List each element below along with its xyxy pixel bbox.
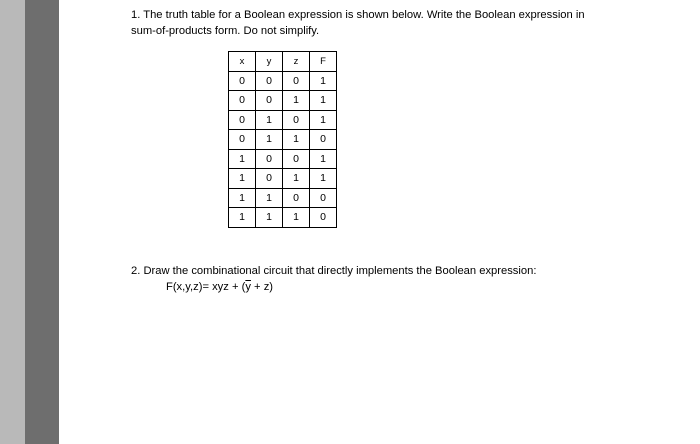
expression-y-bar: $\overline{y}$ <box>245 281 251 293</box>
cell-f: 1 <box>310 149 337 169</box>
expression-suffix: + z) <box>250 281 274 293</box>
table-row <box>229 91 337 111</box>
cell-x: 1 <box>229 188 256 208</box>
cell-z: 0 <box>283 71 310 91</box>
cell-y: 0 <box>256 91 283 111</box>
cell-f: 1 <box>310 71 337 91</box>
cell-f: 0 <box>310 208 337 228</box>
cell-z: 1 <box>283 130 310 150</box>
cell-x: 0 <box>229 110 256 130</box>
cell-z: 1 <box>283 169 310 189</box>
header-x: x <box>229 52 256 72</box>
header-y: y <box>256 52 283 72</box>
cell-y: 0 <box>256 169 283 189</box>
table-row <box>229 188 337 208</box>
cell-f: 1 <box>310 91 337 111</box>
cell-z: 1 <box>283 208 310 228</box>
left-margin-bar <box>0 0 59 444</box>
cell-y: 0 <box>256 71 283 91</box>
cell-y: 1 <box>256 208 283 228</box>
cell-f: 0 <box>310 130 337 150</box>
table-row <box>229 130 337 150</box>
table-row <box>229 110 337 130</box>
cell-y: 1 <box>256 188 283 208</box>
table-row <box>229 149 337 169</box>
cell-f: 1 <box>310 169 337 189</box>
cell-z: 0 <box>283 149 310 169</box>
table-row <box>229 208 337 228</box>
cell-x: 1 <box>229 169 256 189</box>
header-f: F <box>310 52 337 72</box>
truth-table <box>228 51 337 228</box>
question-1-text: 1. The truth table for a Boolean expression is shown below. Write the Boolean expression in sum-of-products form. Do not simplify. <box>131 9 585 37</box>
cell-y: 1 <box>256 110 283 130</box>
table-row <box>229 71 337 91</box>
table-row <box>229 169 337 189</box>
cell-z: 0 <box>283 188 310 208</box>
header-z: z <box>283 52 310 72</box>
cell-f: 1 <box>310 110 337 130</box>
cell-y: 1 <box>256 130 283 150</box>
cell-z: 1 <box>283 91 310 111</box>
cell-z: 0 <box>283 110 310 130</box>
cell-f: 0 <box>310 188 337 208</box>
truth-table-header-row <box>229 52 337 72</box>
cell-x: 1 <box>229 149 256 169</box>
cell-x: 0 <box>229 91 256 111</box>
cell-x: 0 <box>229 71 256 91</box>
left-margin-bar-dark <box>25 0 59 444</box>
cell-x: 0 <box>229 130 256 150</box>
cell-x: 1 <box>229 208 256 228</box>
expression-prefix: F(x,y,z)= xyz + ( <box>166 281 246 293</box>
boolean-expression <box>166 280 273 296</box>
question-2-text: 2. Draw the combinational circuit that directly implements the Boolean expression: <box>131 265 537 277</box>
cell-y: 0 <box>256 149 283 169</box>
